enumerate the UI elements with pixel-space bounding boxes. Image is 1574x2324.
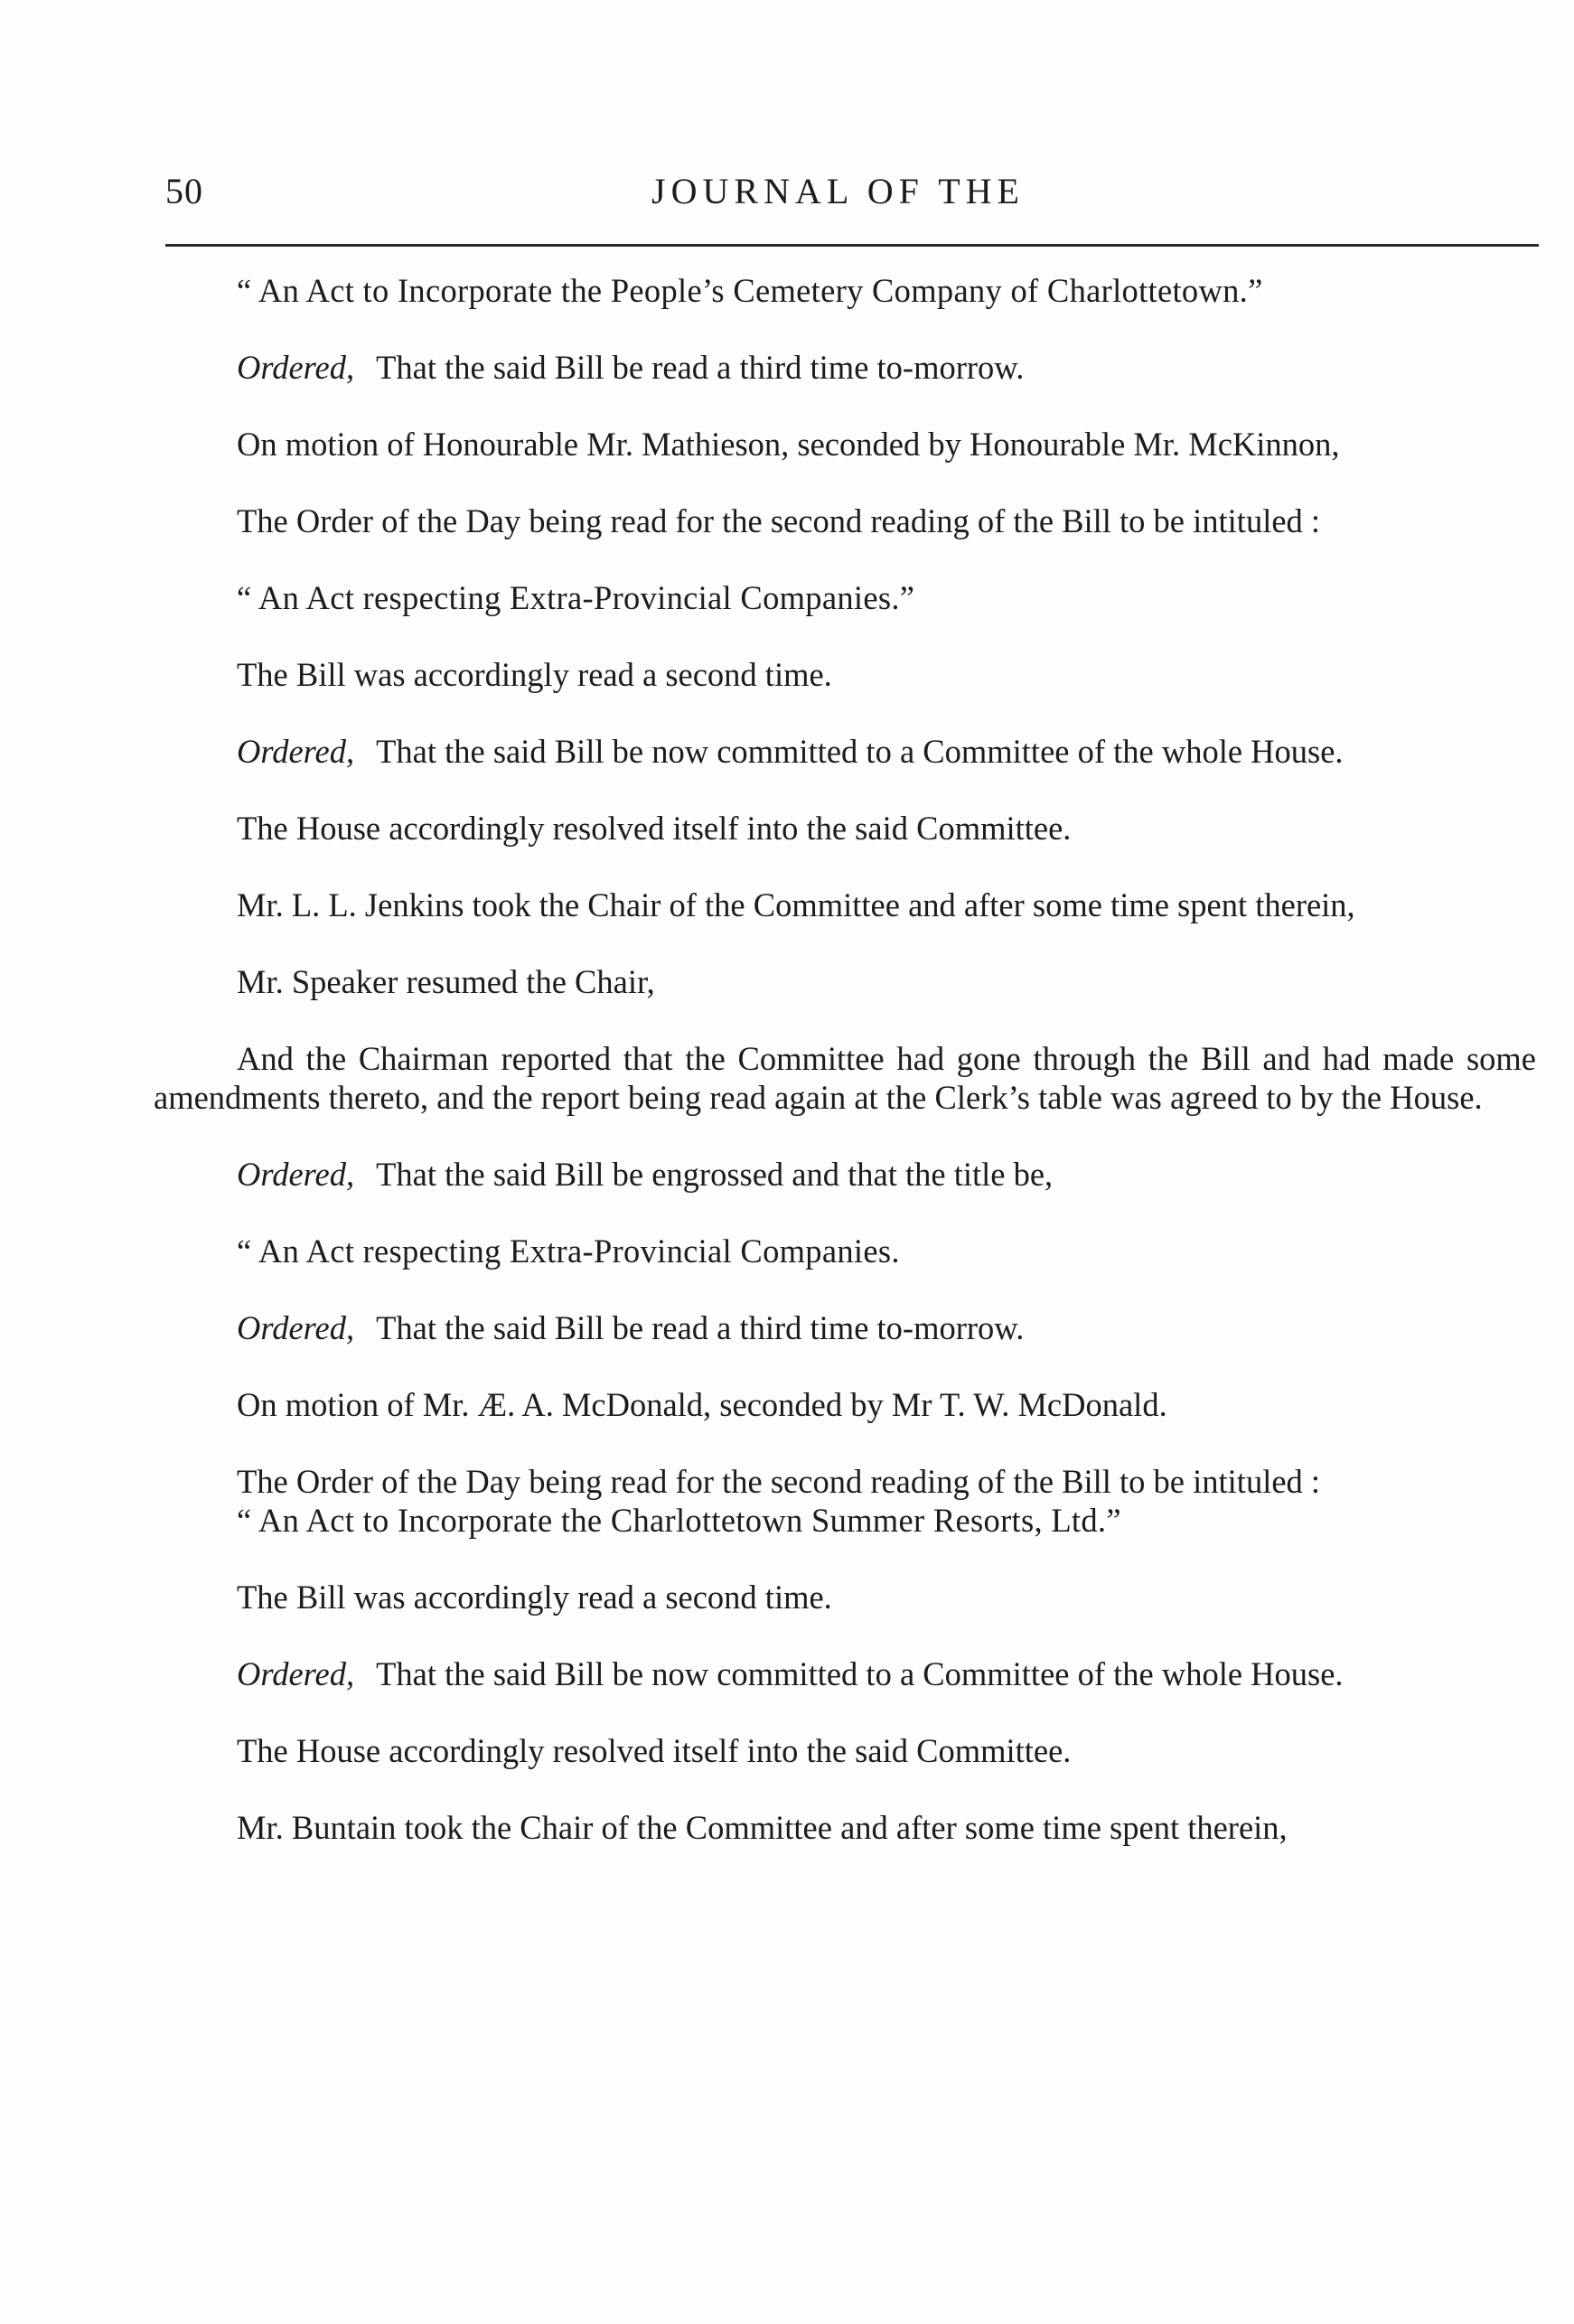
order-paragraph: Ordered, That the said Bill be read a third time to-morrow. <box>237 1309 1025 1346</box>
ordered-label: Ordered, <box>237 349 355 386</box>
order-paragraph: Ordered, That the said Bill be engrossed and that the title be, <box>237 1156 1054 1193</box>
order-paragraph: Ordered, That the said Bill be now committed to a Committee of the whole House. <box>237 1655 1344 1692</box>
journal-title: JOURNAL OF THE <box>651 171 1025 211</box>
chair-paragraph: Mr. Buntain took the Chair of the Committee and after some time spent therein, <box>237 1809 1288 1846</box>
order-of-day-paragraph: The Order of the Day being read for the second reading of the Bill to be intituled : <box>237 502 1321 539</box>
journal-body <box>154 271 1536 1885</box>
motion-paragraph: On motion of Mr. Æ. A. McDonald, seconded by Mr T. W. McDonald. <box>237 1386 1167 1423</box>
ordered-label: Ordered, <box>237 1156 355 1193</box>
motion-paragraph: On motion of Honourable Mr. Mathieson, seconded by Honourable Mr. McKinnon, <box>237 426 1340 463</box>
bill-title-quote: “ An Act to Incorporate the Charlottetown Summer Resorts, Ltd.” <box>237 1502 1121 1539</box>
reading-paragraph: The Bill was accordingly read a second time. <box>237 1579 832 1616</box>
committee-paragraph: The House accordingly resolved itself into the said Committee. <box>237 1732 1072 1769</box>
page-number: 50 <box>165 171 203 211</box>
order-of-day-paragraph: The Order of the Day being read for the second reading of the Bill to be intituled : <box>237 1463 1321 1500</box>
ordered-label: Ordered, <box>237 1309 355 1346</box>
bill-title-quote: “ An Act respecting Extra-Provincial Companies. <box>237 1232 900 1270</box>
chair-paragraph: Mr. L. L. Jenkins took the Chair of the Committee and after some time spent therein, <box>237 886 1355 923</box>
order-paragraph: Ordered, That the said Bill be read a third time to-morrow. <box>237 349 1025 386</box>
ordered-label: Ordered, <box>237 1655 355 1692</box>
order-paragraph: Ordered, That the said Bill be now committed to a Committee of the whole House. <box>237 733 1344 770</box>
bill-title-quote: “ An Act respecting Extra-Provincial Companies.” <box>237 579 915 616</box>
committee-paragraph: The House accordingly resolved itself into the said Committee. <box>237 810 1072 847</box>
report-paragraph: And the Chairman reported that the Committee had gone through the Bill and had made some amendments thereto, and the report being read again at the Clerk’s table was agreed to by the House. <box>154 1040 1536 1116</box>
speaker-paragraph: Mr. Speaker resumed the Chair, <box>237 963 655 1000</box>
bill-title-quote: “ An Act to Incorporate the People’s Cemetery Company of Charlottetown.” <box>237 272 1263 309</box>
running-header <box>165 170 1511 220</box>
reading-paragraph: The Bill was accordingly read a second time. <box>237 656 832 693</box>
ordered-label: Ordered, <box>237 733 355 770</box>
header-rule <box>165 244 1539 247</box>
